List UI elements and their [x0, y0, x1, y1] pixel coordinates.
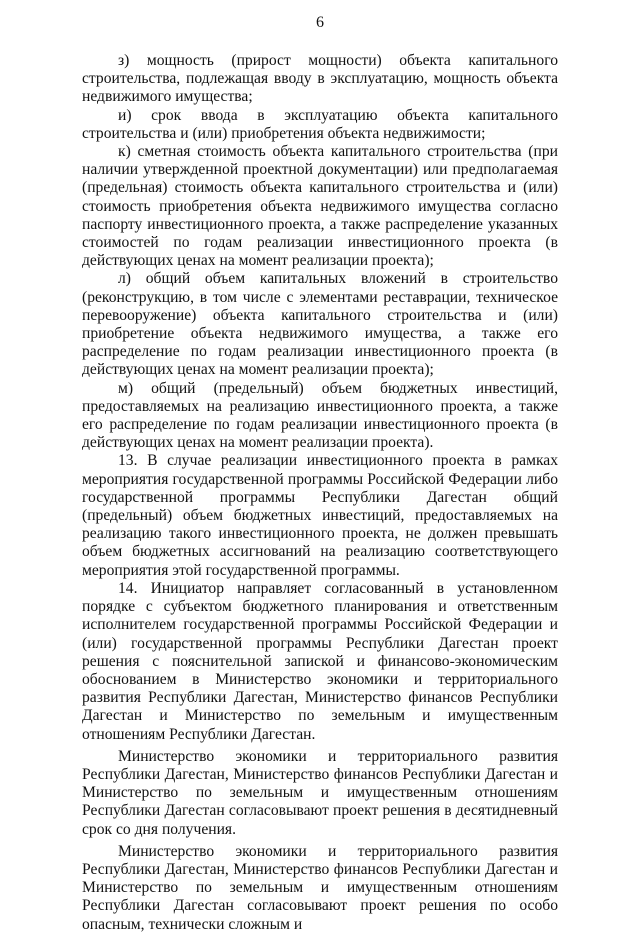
paragraph-clause-13: 13. В случае реализации инвестиционного проекта в рамках мероприятия государственной программы Российской Федерации либо государственной программы Республики Дагестан общий (предельный) объем бюджетных инвестиций, предоставляемых на реализацию такого инвестиционного проекта, не должен превышать объем бюджетных ассигнований на реализацию соответствующего мероприятия этой государственной программы. — [82, 452, 558, 579]
paragraph-item-l: л) общий объем капитальных вложений в строительство (реконструкцию, в том числе с элементами реставрации, техническое перевооружение) объекта капитального строительства и (или) приобретение объекта недвижимого имущества, а также его распределение по годам реализации инвестиционного проекта (в действующих ценах на момент реализации проекта); — [82, 270, 558, 379]
paragraph-item-k: к) сметная стоимость объекта капитального строительства (при наличии утвержденной проектной документации) или предполагаемая (предельная) стоимость объекта капитального строительства и (или) стоимость приобретения объекта недвижимого имущества согласно паспорту инвестиционного проекта, а также распределение указанных стоимостей по годам реализации инвестиционного проекта (в действующих ценах на момент реализации проекта); — [82, 143, 558, 270]
paragraph-item-z: з) мощность (прирост мощности) объекта капитального строительства, подлежащая вводу в эксплуатацию, мощность объекта недвижимого имущества; — [82, 52, 558, 106]
paragraph-approval-term: Министерство экономики и территориального развития Республики Дагестан, Министерство финансов Республики Дагестан и Министерство по земельным и имущественным отношениям Республики Дагестан согласовывают проект решения в десятидневный срок со дня получения. — [82, 747, 558, 838]
body-text — [82, 52, 558, 934]
paragraph-approval-special: Министерство экономики и территориального развития Республики Дагестан, Министерство финансов Республики Дагестан и Министерство по земельным и имущественным отношениям Республики Дагестан согласовывают проект решения по особо опасным, технически сложным и — [82, 842, 558, 933]
paragraph-item-m: м) общий (предельный) объем бюджетных инвестиций, предоставляемых на реализацию инвестиционного проекта, а также его распределение по годам реализации инвестиционного проекта (в действующих ценах на момент реализации проекта). — [82, 379, 558, 452]
paragraph-item-i: и) срок ввода в эксплуатацию объекта капитального строительства и (или) приобретения объекта недвижимости; — [82, 106, 558, 142]
paragraph-clause-14: 14. Инициатор направляет согласованный в установленном порядке с субъектом бюджетного планирования и ответственным исполнителем государственной программы Российской Федерации и (или) государственной программы Республики Дагестан проект решения с пояснительной запиской и финансово-экономическим обоснованием в Министерство экономики и территориального развития Республики Дагестан, Министерство финансов Республики Дагестан и Министерство по земельным и имущественным отношениям Республики Дагестан. — [82, 579, 558, 743]
page-number: 6 — [316, 14, 324, 31]
